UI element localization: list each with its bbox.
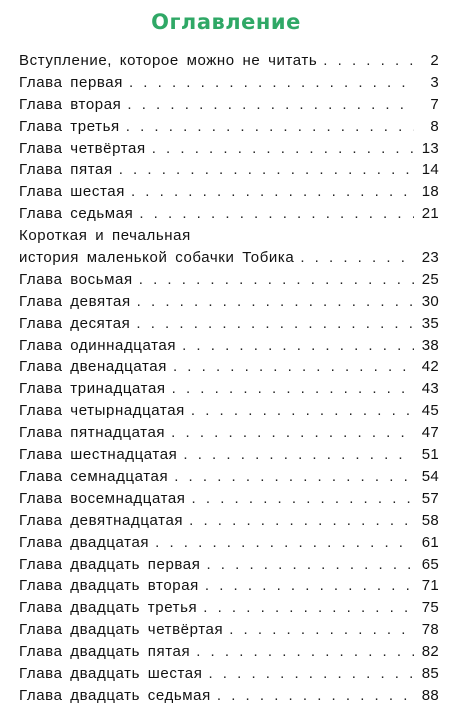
toc-page-number: 88 [421,686,439,704]
toc-page-number: 23 [421,249,439,267]
toc-entry[interactable] [19,663,439,685]
toc-entry-title: Глава пятая [19,161,113,179]
dot-leader [172,378,414,400]
toc-entry-title: Глава тринадцатая [19,380,166,398]
toc-entry[interactable] [19,356,439,378]
toc-page-number: 78 [421,621,439,639]
toc-entry[interactable] [19,597,439,619]
toc-entry-title: Глава десятая [19,314,131,332]
toc-page-number: 54 [421,467,439,485]
dot-leader [196,641,414,663]
toc-entry[interactable] [19,575,439,597]
dot-leader [136,313,414,335]
toc-page-number: 71 [421,577,439,595]
toc-entry[interactable] [19,181,439,203]
dot-leader [131,181,414,203]
toc-page-number: 85 [421,664,439,682]
dot-leader [229,619,414,641]
toc-entry-title: Глава семнадцатая [19,467,169,485]
dot-leader [191,400,414,422]
dot-leader [174,466,414,488]
toc-entry[interactable] [19,532,439,554]
toc-page-number: 30 [421,292,439,310]
toc-entry-title: Глава девятнадцатая [19,511,184,529]
toc-entry[interactable] [19,400,439,422]
dot-leader [323,50,414,72]
dot-leader [192,488,414,510]
toc-entry[interactable] [19,619,439,641]
dot-leader [137,291,414,313]
toc-entry[interactable] [19,378,439,400]
toc-entry[interactable] [19,685,439,707]
dot-leader [139,269,414,291]
toc-entry-title: Глава восемнадцатая [19,489,186,507]
toc-entry-title-line1: Короткая и печальная [19,227,191,245]
toc-page-number: 13 [421,139,439,157]
toc-page-number: 75 [421,599,439,617]
toc-entry-title: Глава шестая [19,183,125,201]
toc-entry[interactable] [19,641,439,663]
toc-entry-title: Глава двадцать четвёртая [19,621,224,639]
toc-page-number: 35 [421,314,439,332]
toc-entry[interactable] [19,313,439,335]
toc-page-number: 57 [421,489,439,507]
toc-entry-title: Глава третья [19,117,120,135]
toc-page-number: 42 [421,358,439,376]
toc-page-number: 82 [421,643,439,661]
toc-page-number: 2 [430,52,439,69]
table-of-contents [19,50,439,707]
toc-page-number: 38 [421,336,439,354]
toc-entry-title: Глава двадцатая [19,533,150,551]
dot-leader [127,94,414,116]
toc-entry-title: Глава двадцать седьмая [19,686,211,704]
toc-entry-title: Глава двадцать первая [19,555,201,573]
toc-entry-title: Глава двадцать третья [19,599,198,617]
toc-entry-title: Глава двенадцатая [19,358,167,376]
toc-entry[interactable] [19,225,439,269]
dot-leader [183,444,414,466]
dot-leader [171,422,414,444]
page-title: Оглавление [151,10,301,34]
dot-leader [173,356,414,378]
toc-entry[interactable] [19,291,439,313]
toc-entry[interactable] [19,510,439,532]
toc-page-number: 7 [430,95,439,113]
toc-entry-title: Глава двадцать вторая [19,577,199,595]
toc-page-number: 58 [421,511,439,529]
toc-entry-title: Глава восьмая [19,270,133,288]
toc-entry-title: Глава двадцать шестая [19,664,203,682]
toc-entry-title-line2: история маленькой собачки Тобика [19,249,295,267]
toc-entry[interactable] [19,50,439,72]
toc-entry[interactable] [19,554,439,576]
toc-page-number: 8 [430,117,439,135]
toc-entry-title: Глава четырнадцатая [19,402,185,420]
dot-leader [205,575,414,597]
toc-entry[interactable] [19,335,439,357]
dot-leader [119,159,414,181]
dot-leader [203,597,414,619]
dot-leader [182,335,414,357]
toc-entry-title: Глава пятнадцатая [19,424,166,442]
toc-page-number: 45 [421,402,439,420]
dot-leader [300,247,414,269]
toc-entry[interactable] [19,488,439,510]
toc-entry[interactable] [19,159,439,181]
toc-entry-title: Глава вторая [19,95,122,113]
toc-entry[interactable] [19,466,439,488]
toc-page-number: 3 [430,73,439,91]
toc-entry-title: Глава одиннадцатая [19,336,177,354]
toc-page-number: 21 [421,205,439,223]
dot-leader [208,663,414,685]
toc-entry[interactable] [19,116,439,138]
toc-entry[interactable] [19,94,439,116]
toc-entry-title: Глава седьмая [19,205,134,223]
toc-entry[interactable] [19,138,439,160]
dot-leader [139,203,414,225]
toc-entry-title: Глава двадцать пятая [19,643,191,661]
dot-leader [206,554,414,576]
toc-page-number: 51 [421,446,439,464]
toc-entry[interactable] [19,444,439,466]
toc-page-number: 43 [421,380,439,398]
toc-entry-title: Глава шестнадцатая [19,446,178,464]
toc-entry[interactable] [19,203,439,225]
toc-page-number: 61 [421,533,439,551]
dot-leader [189,510,414,532]
dot-leader [217,685,414,707]
dot-leader [129,72,414,94]
toc-page-number: 47 [421,424,439,442]
toc-page-number: 14 [421,161,439,179]
toc-entry-title: Вступление, которое можно не читать [19,52,318,69]
toc-entry[interactable] [19,422,439,444]
toc-entry-title: Глава девятая [19,292,131,310]
toc-entry-title: Глава первая [19,73,123,91]
toc-entry-title: Глава четвёртая [19,139,146,157]
dot-leader [126,116,414,138]
toc-page-number: 65 [421,555,439,573]
toc-entry[interactable] [19,269,439,291]
toc-page-number: 25 [421,270,439,288]
dot-leader [155,532,414,554]
toc-entry[interactable] [19,72,439,94]
dot-leader [152,138,414,160]
toc-page-number: 18 [421,183,439,201]
